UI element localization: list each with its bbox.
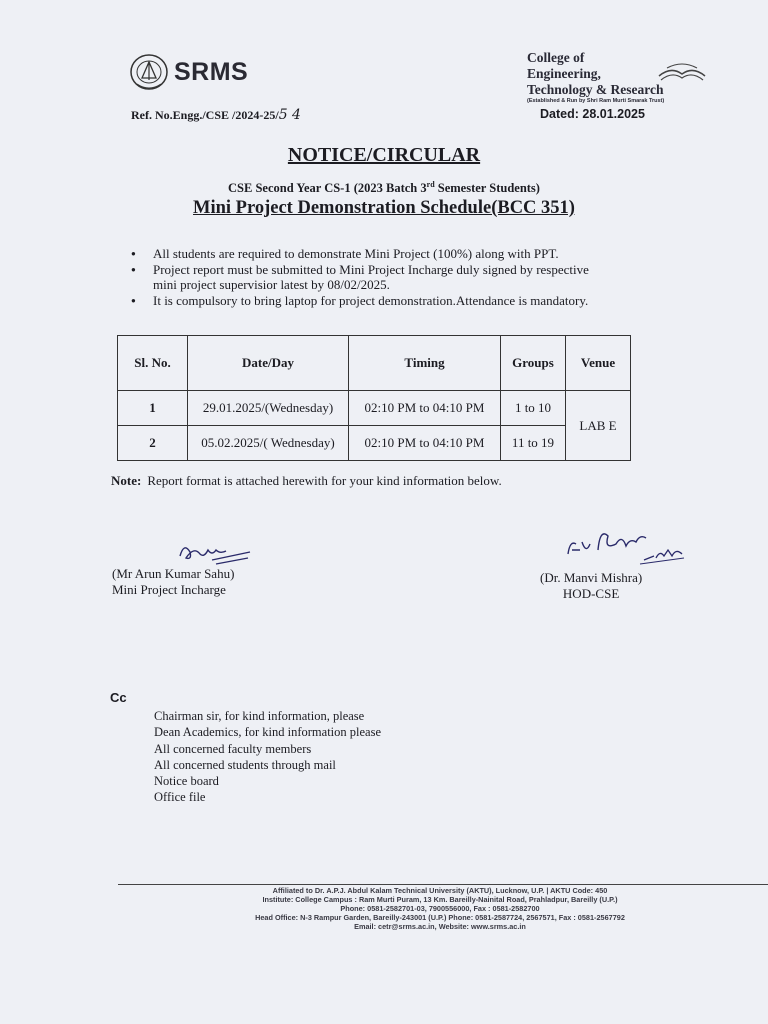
cc-item: All concerned faculty members — [154, 741, 312, 756]
reference-text: Ref. No.Engg./CSE /2024-25/ — [131, 108, 279, 122]
header-sl-no: Sl. No. — [118, 336, 188, 391]
cell-groups: 11 to 19 — [501, 426, 566, 461]
footer-line-4: Head Office: N-3 Rampur Garden, Bareilly-243001 (U.P.) Phone: 0581-2587724, 2567571, Fax : 0581-2567792 — [255, 913, 625, 922]
note-text: Report format is attached herewith for your kind information below. — [147, 473, 502, 488]
college-established: (Established & Run by Shri Ram Murti Smarak Trust) — [527, 98, 665, 104]
college-line-1: College of — [527, 50, 585, 65]
header-groups: Groups — [501, 336, 566, 391]
book-emblem-icon — [657, 60, 707, 82]
instruction-item: ● It is compulsory to bring laptop for project demonstration.Attendance is mandatory. — [131, 293, 651, 309]
cc-item: Notice board — [154, 774, 219, 789]
left-signatory-role: Mini Project Incharge — [112, 582, 226, 597]
header-date-day: Date/Day — [188, 336, 349, 391]
footer-line-2: Institute: College Campus : Ram Murti Puram, 13 Km. Bareilly-Nainital Road, Prahladpur, Bareilly (U.P.) — [262, 895, 618, 904]
schedule-title: Mini Project Demonstration Schedule(BCC 351) — [193, 198, 575, 218]
table-header-row — [118, 336, 631, 391]
left-signatory-name: (Mr Arun Kumar Sahu) — [112, 566, 235, 581]
reference-number — [131, 107, 301, 123]
cell-venue: LAB E — [566, 391, 631, 461]
document-date: Dated: 28.01.2025 — [540, 107, 645, 121]
cell-date: 05.02.2025/( Wednesday) — [188, 426, 349, 461]
cell-timing: 02:10 PM to 04:10 PM — [349, 391, 501, 426]
emblem-icon — [128, 52, 170, 92]
college-line-2: Engineering, — [527, 66, 601, 81]
cell-date: 29.01.2025/(Wednesday) — [188, 391, 349, 426]
right-signatory — [540, 570, 642, 602]
cc-item: Office file — [154, 790, 206, 805]
cell-sl: 2 — [118, 426, 188, 461]
left-signature-icon — [170, 534, 260, 568]
right-signatory-role: HOD-CSE — [562, 586, 620, 601]
footer — [110, 886, 768, 931]
college-name-block — [527, 50, 664, 105]
srms-logo — [128, 52, 248, 92]
cc-item: Chairman sir, for kind information, please — [154, 709, 365, 723]
header-venue: Venue — [566, 336, 631, 391]
cell-sl: 1 — [118, 391, 188, 426]
notice-subtitle — [0, 180, 768, 196]
schedule-table — [117, 335, 631, 461]
cc-item: Dean Academics, for kind information please — [154, 725, 382, 740]
instructions-list — [131, 246, 651, 308]
cell-groups: 1 to 10 — [501, 391, 566, 426]
instruction-item: ● Project report must be submitted to Mini Project Incharge duly signed by respective mini project supervisior latest by 08/02/2025. — [131, 262, 651, 293]
subtitle-end: Semester Students) — [434, 181, 540, 196]
footer-divider — [118, 884, 768, 885]
right-signatory-name: (Dr. Manvi Mishra) — [540, 570, 643, 585]
logo-text: SRMS — [174, 57, 249, 86]
subtitle-main: CSE Second Year CS-1 (2023 Batch 3 — [228, 181, 427, 196]
cc-label: Cc — [110, 690, 127, 705]
reference-handwritten: 5 4 — [278, 107, 301, 123]
left-signatory — [112, 566, 234, 598]
cc-list — [154, 708, 381, 806]
note-line — [111, 473, 502, 489]
instruction-item: ● All students are required to demonstrate Mini Project (100%) along with PPT. — [131, 246, 651, 262]
note-label: Note: — [111, 473, 142, 488]
table-row — [118, 391, 631, 426]
footer-line-5: Email: cetr@srms.ac.in, Website: www.srms.ac.in — [354, 922, 526, 931]
table-row — [118, 426, 631, 461]
footer-line-1: Affiliated to Dr. A.P.J. Abdul Kalam Technical University (AKTU), Lucknow, U.P. | AKTU Code: 450 — [272, 886, 608, 895]
subtitle-sup: rd — [426, 180, 435, 189]
right-signature-icon — [560, 520, 700, 570]
notice-heading: NOTICE/CIRCULAR — [287, 144, 481, 166]
college-line-3: Technology & Research — [527, 82, 664, 97]
cell-timing: 02:10 PM to 04:10 PM — [349, 426, 501, 461]
header-timing: Timing — [349, 336, 501, 391]
footer-line-3: Phone: 0581-2582701-03, 7900556000, Fax : 0581-2582700 — [340, 904, 540, 913]
cc-item: All concerned students through mail — [154, 757, 336, 772]
